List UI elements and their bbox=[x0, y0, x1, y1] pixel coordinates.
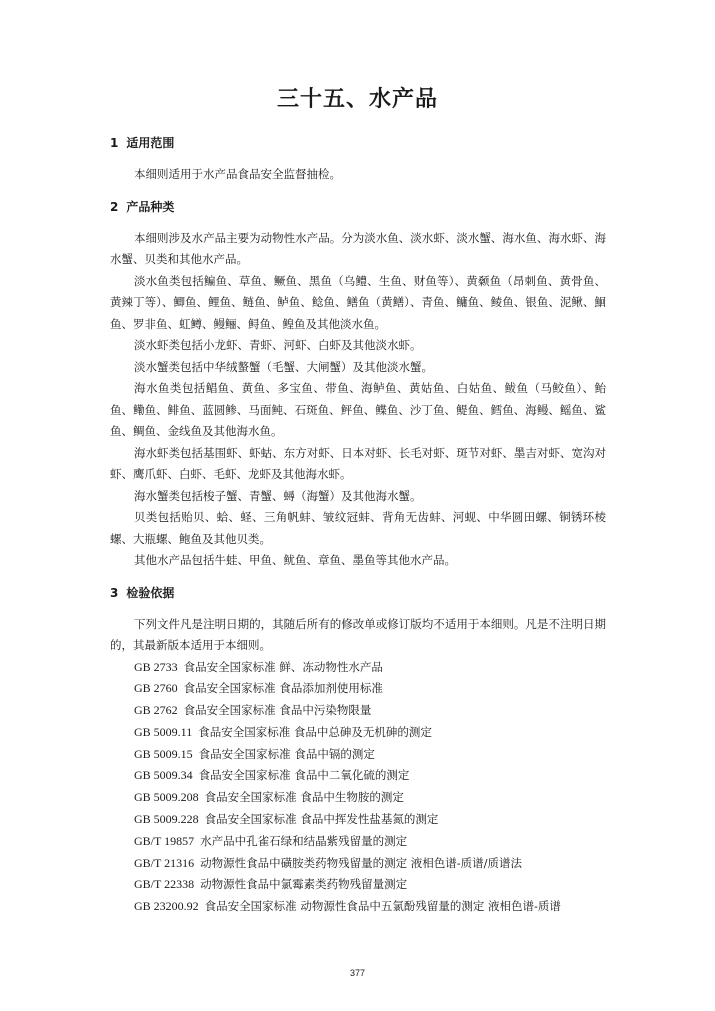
reference-item bbox=[110, 896, 606, 918]
paragraph: 本细则适用于水产品食品安全监督抽检。 bbox=[134, 167, 341, 181]
paragraph: 海水虾类包括基围虾、虾蛄、东方对虾、日本对虾、长毛对虾、斑节对虾、墨吉对虾、宽沟对虾、鹰爪虾、白虾、毛虾、龙虾及其他海水虾。 bbox=[110, 445, 606, 481]
reference-name: 动物源性食品中氯霉素类药物残留量测定 bbox=[200, 877, 408, 892]
reference-name: 水产品中孔雀石绿和结晶紫残留量的测定 bbox=[200, 833, 408, 848]
paragraph: 下列文件凡是注明日期的，其随后所有的修改单或修订版均不适用于本细则。凡是不注明日期的，其最新版本适用于本细则。 bbox=[110, 616, 606, 652]
reference-name: 食品安全国家标准 食品中挥发性盐基氮的测定 bbox=[204, 812, 439, 827]
reference-item bbox=[110, 809, 606, 831]
paragraph: 淡水鱼类包括鳊鱼、草鱼、鳜鱼、黑鱼（乌鳢、生鱼、财鱼等）、黄颡鱼（昂刺鱼、黄骨鱼、黄辣丁等）、鲫鱼、鲤鱼、鲢鱼、鲈鱼、鲶鱼、鳝鱼（黄鳝）、青鱼、鳙鱼、鲮鱼、银鱼、泥鳅、鮰鱼、罗非鱼、虹鳟、鳗鲡、鲟鱼、鳇鱼及其他淡水鱼。 bbox=[110, 273, 606, 331]
paragraph: 海水鱼类包括鲳鱼、黄鱼、多宝鱼、带鱼、海鲈鱼、黄姑鱼、白姑鱼、鲅鱼（马鲛鱼）、鲐鱼、鳓鱼、鲱鱼、蓝圆鲹、马面鲀、石斑鱼、鲆鱼、鲽鱼、沙丁鱼、鳀鱼、鳕鱼、海鳗、鳐鱼、鲨鱼、鲷鱼、金线鱼及其他海水鱼。 bbox=[110, 381, 606, 438]
reference-code: GB/T 19857 bbox=[134, 833, 195, 848]
page-title: 三十五、水产品 bbox=[276, 87, 438, 112]
reference-item bbox=[110, 678, 606, 700]
section-heading-basis bbox=[110, 583, 606, 604]
page-number: 377 bbox=[349, 968, 366, 978]
reference-name: 食品安全国家标准 食品中污染物限量 bbox=[183, 703, 372, 718]
section-number: 1 bbox=[110, 136, 119, 150]
reference-code: GB/T 22338 bbox=[134, 877, 195, 892]
reference-code: GB 2760 bbox=[134, 681, 178, 696]
reference-item bbox=[110, 831, 606, 853]
paragraph: 贝类包括贻贝、蛤、蛏、三角帆蚌、皱纹冠蚌、背角无齿蚌、河蚬、中华圆田螺、铜锈环棱螺、大瓶螺、鲍鱼及其他贝类。 bbox=[110, 510, 606, 546]
section-title: 适用范围 bbox=[126, 136, 175, 150]
reference-code: GB 2733 bbox=[134, 659, 178, 674]
reference-code: GB 5009.34 bbox=[134, 768, 193, 783]
reference-name: 食品安全国家标准 鲜、冻动物性水产品 bbox=[183, 659, 383, 674]
paragraph: 淡水虾类包括小龙虾、青虾、河虾、白虾及其他淡水虾。 bbox=[134, 338, 422, 352]
reference-code: GB 5009.15 bbox=[134, 746, 193, 761]
reference-code: GB/T 21316 bbox=[134, 855, 195, 870]
reference-code: GB 5009.208 bbox=[134, 790, 199, 805]
reference-name: 食品安全国家标准 食品中总砷及无机砷的测定 bbox=[198, 724, 432, 739]
reference-name: 食品安全国家标准 动物源性食品中五氯酚残留量的测定 液相色谱-质谱 bbox=[204, 899, 561, 914]
section-heading-categories bbox=[110, 197, 606, 218]
reference-list bbox=[110, 657, 606, 919]
paragraph: 其他水产品包括牛蛙、甲鱼、鱿鱼、章鱼、墨鱼等其他水产品。 bbox=[134, 553, 456, 567]
reference-name: 食品安全国家标准 食品中生物胺的测定 bbox=[204, 790, 404, 805]
reference-item bbox=[110, 874, 606, 896]
reference-item bbox=[110, 657, 606, 679]
reference-code: GB 23200.92 bbox=[134, 899, 199, 914]
paragraph: 淡水蟹类包括中华绒螯蟹（毛蟹、大闸蟹）及其他淡水蟹。 bbox=[134, 359, 433, 374]
paragraph: 海水蟹类包括梭子蟹、青蟹、蟳（海蟹）及其他海水蟹。 bbox=[134, 488, 422, 503]
section-number: 2 bbox=[110, 199, 119, 214]
reference-item bbox=[110, 787, 606, 809]
paragraph: 本细则涉及水产品主要为动物性水产品。分为淡水鱼、淡水虾、淡水蟹、海水鱼、海水虾、海水蟹、贝类和其他水产品。 bbox=[110, 230, 606, 266]
reference-name: 动物源性食品中磺胺类药物残留量的测定 液相色谱-质谱/质谱法 bbox=[200, 855, 523, 870]
document-body bbox=[110, 133, 606, 918]
reference-item bbox=[110, 765, 606, 787]
reference-item bbox=[110, 853, 606, 875]
reference-item bbox=[110, 700, 606, 722]
reference-item bbox=[110, 744, 606, 766]
reference-item bbox=[110, 722, 606, 744]
reference-name: 食品安全国家标准 食品中二氧化硫的测定 bbox=[198, 768, 410, 783]
reference-code: GB 5009.228 bbox=[134, 812, 199, 827]
reference-name: 食品安全国家标准 食品中镉的测定 bbox=[198, 746, 375, 761]
section-number: 3 bbox=[110, 585, 119, 600]
reference-code: GB 5009.11 bbox=[134, 724, 193, 739]
reference-name: 食品安全国家标准 食品添加剂使用标准 bbox=[183, 681, 383, 696]
section-title: 检验依据 bbox=[126, 585, 175, 600]
section-heading-scope bbox=[110, 133, 606, 154]
reference-code: GB 2762 bbox=[134, 703, 178, 718]
section-title: 产品种类 bbox=[126, 199, 175, 214]
